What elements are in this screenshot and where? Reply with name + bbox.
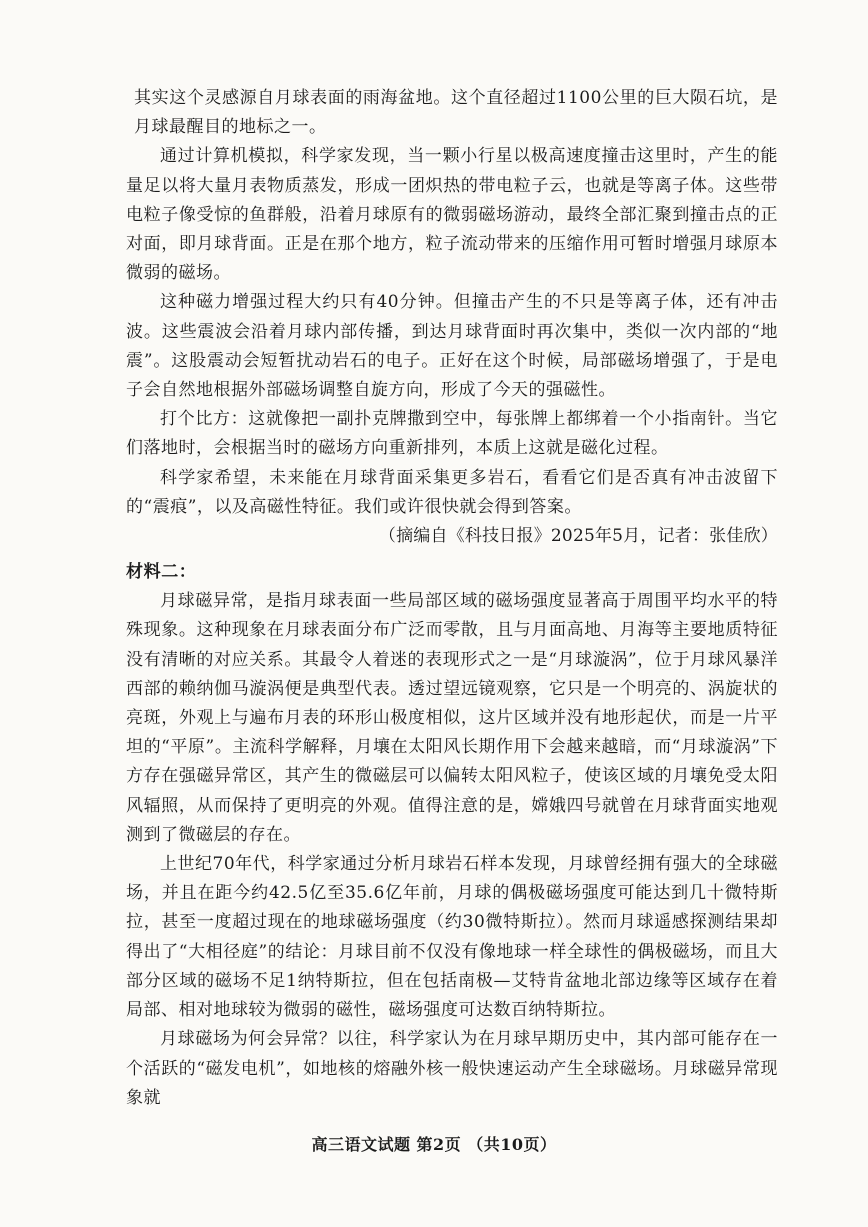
material-two-heading: 材料二： xyxy=(126,562,197,583)
paragraph-1: 其实这个灵感源自月球表面的雨海盆地。这个直径超过1100公里的巨大陨石坑，是月球最醒目的地标之一。 xyxy=(134,88,778,138)
paragraph-3: 这种磁力增强过程大约只有40分钟。但撞击产生的不只是等离子体，还有冲击波。这些震波会沿着月球内部传播，到达月球背面时再次集中，类似一次内部的“地震”。这股震动会短暂扰动岩石的电子。正好在这个时候，局部磁场增强了，于是电子会自然地根据外部磁场调整自旋方向，形成了今天的强磁性。 xyxy=(126,292,778,401)
paragraph-8: 月球磁场为何会异常？以往，科学家认为在月球早期历史中，其内部可能存在一个活跃的“磁发电机”，如地核的熔融外核一般快速运动产生全球磁场。月球磁异常现象就 xyxy=(126,1029,778,1108)
paragraph-2: 通过计算机模拟，科学家发现，当一颗小行星以极高速度撞击这里时，产生的能量足以将大量月表物质蒸发，形成一团炽热的带电粒子云，也就是等离子体。这些带电粒子像受惊的鱼群般，沿着月球原有的微弱磁场游动，最终全部汇聚到撞击点的正对面，即月球背面。正是在那个地方，粒子流动带来的压缩作用可暂时增强月球原本微弱的磁场。 xyxy=(126,146,778,284)
source-citation: （摘编自《科技日报》2025年5月，记者：张佳欣） xyxy=(378,526,778,547)
paragraph-5: 科学家希望，未来能在月球背面采集更多岩石，看看它们是否真有冲击波留下的“震痕”，以及高磁性特征。我们或许很快就会得到答案。 xyxy=(126,467,778,517)
page-footer: 高三语文试题 第2页 （共10页） xyxy=(311,1135,557,1154)
paragraph-4: 打个比方：这就像把一副扑克牌撒到空中，每张牌上都绑着一个小指南针。当它们落地时，会根据当时的磁场方向重新排列，本质上这就是磁化过程。 xyxy=(126,409,778,459)
paragraph-6: 月球磁异常，是指月球表面一些局部区域的磁场强度显著高于周围平均水平的特殊现象。这种现象在月球表面分布广泛而零散，且与月面高地、月海等主要地质特征没有清晰的对应关系。其最令人着迷的表现形式之一是“月球漩涡”，位于月球风暴洋西部的赖纳伽马漩涡便是典型代表。透过望远镜观察，它只是一个明亮的、涡旋状的亮斑，外观上与遍布月表的环形山极度相似，这片区域并没有地形起伏，而是一片平坦的“平原”。主流科学解释，月壤在太阳风长期作用下会越来越暗，而“月球漩涡”下方存在强磁异常区，其产生的微磁层可以偏转太阳风粒子，使该区域的月壤免受太阳风辐照，从而保持了更明亮的外观。值得注意的是，嫦娥四号就曾在月球背面实地观测到了微磁层的存在。 xyxy=(126,591,778,845)
paragraph-7: 上世纪70年代，科学家通过分析月球岩石样本发现，月球曾经拥有强大的全球磁场，并且在距今约42.5亿至35.6亿年前，月球的偶极磁场强度可能达到几十微特斯拉，甚至一度超过现在的地球磁场强度（约30微特斯拉）。然而月球遥感探测结果却得出了“大相径庭”的结论：月球目前不仅没有像地球一样全球性的偶极磁场，而且大部分区域的磁场不足1纳特斯拉，但在包括南极—艾特肯盆地北部边缘等区域存在着局部、相对地球较为微弱的磁性，磁场强度可达数百纳特斯拉。 xyxy=(126,854,778,1021)
